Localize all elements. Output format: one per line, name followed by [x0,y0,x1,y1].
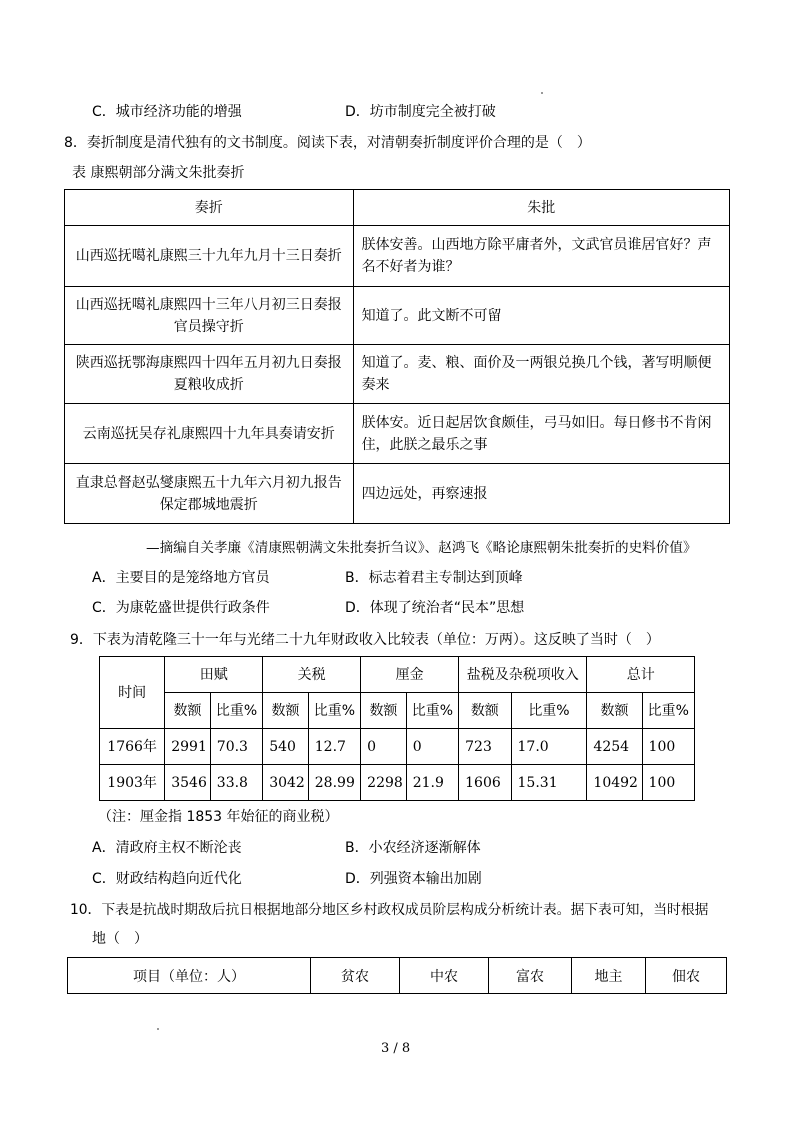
q9-group-header: 关税 [263,657,361,693]
q9-option-b: B．小农经济逐渐解体 [345,840,481,856]
q9-value-cell: 723 [459,729,511,765]
q9-value-cell: 1606 [459,765,511,801]
q10-header-item: 项目（单位：人） [68,958,311,994]
q10-header-middle-peasant: 中农 [400,958,489,994]
table-row [65,464,730,524]
q9-value-cell: 100 [642,765,694,801]
q8-memorial-cell: 直隶总督赵弘燮康熙五十九年六月初九报告保定郡城地震折 [65,464,354,524]
q9-value-cell: 540 [263,729,309,765]
q9-group-header: 总计 [587,657,695,693]
q8-table [64,189,730,524]
q9-group-header-row [100,657,695,693]
q9-value-cell: 100 [642,729,694,765]
q8-comment-cell: 四边远处，再察速报 [353,464,729,524]
q8-memorial-cell: 云南巡抚吴存礼康熙四十九年具奏请安折 [65,404,354,464]
scan-speck [541,92,543,94]
q9-group-header: 厘金 [361,657,459,693]
q9-subheader-ratio: 比重% [210,693,262,729]
q8-comment-cell: 知道了。麦、粮、面价及一两银兑换几个钱，著写明顺便奏来 [353,345,729,404]
q9-value-cell: 17.0 [511,729,587,765]
q8-header-comment: 朱批 [353,190,729,226]
q9-subheader-ratio: 比重% [511,693,587,729]
q8-header-row [65,190,730,226]
q8-header-memorial: 奏折 [65,190,354,226]
q9-value-cell: 4254 [587,729,642,765]
q8-option-a: A．主要目的是笼络地方官员 [92,570,270,586]
q9-value-cell: 21.9 [406,765,458,801]
q9-year-cell: 1766年 [100,729,165,765]
q10-header-row [68,958,727,994]
q9-group-header: 田赋 [165,657,263,693]
q8-table-caption: 表 康熙朝部分满文朱批奏折 [72,165,245,181]
q9-value-cell: 2298 [361,765,407,801]
q9-subheader-amount: 数额 [263,693,309,729]
q9-subheader-ratio: 比重% [406,693,458,729]
table-row [65,404,730,464]
table-row [65,345,730,404]
q10-stem-line2: 地（ ） [92,931,148,947]
q8-memorial-cell: 陕西巡抚鄂海康熙四十四年五月初九日奏报夏粮收成折 [65,345,354,404]
q9-value-cell: 10492 [587,765,642,801]
q10-header-poor-peasant: 贫农 [311,958,400,994]
q9-option-c: C．财政结构趋向近代化 [92,871,242,887]
q9-value-cell: 0 [406,729,458,765]
q10-stem-line1: 10．下表是抗战时期敌后抗日根据地部分地区乡村政权成员阶层构成分析统计表。据下表可知，当时根据 [70,902,709,918]
q9-value-cell: 2991 [165,729,211,765]
table-row [65,287,730,345]
q10-header-rich-peasant: 富农 [489,958,572,994]
q8-option-c: C．为康乾盛世提供行政条件 [92,600,270,616]
q8-memorial-cell: 山西巡抚噶礼康熙四十三年八月初三日奏报官员操守折 [65,287,354,345]
q8-source: —摘编自关孝廉《清康熙朝满文朱批奏折刍议》、赵鸿飞《略论康熙朝朱批奏折的史料价值》 [146,540,697,556]
q7-option-d: D．坊市制度完全被打破 [345,104,496,120]
q9-value-cell: 28.99 [308,765,360,801]
q10-header-tenant: 佃农 [646,958,727,994]
scan-speck [157,1028,159,1030]
q8-comment-cell: 朕体安。近日起居饮食颇佳，弓马如旧。每日修书不肯闲住，此朕之最乐之事 [353,404,729,464]
q10-header-landlord: 地主 [572,958,646,994]
q8-comment-cell: 知道了。此文断不可留 [353,287,729,345]
q9-option-d: D．列强资本输出加剧 [345,871,482,887]
q10-table [67,957,727,994]
table-row [100,765,695,801]
q7-option-c: C．城市经济功能的增强 [92,104,242,120]
q8-comment-cell: 朕体安善。山西地方除平庸者外，文武官员谁居官好？声名不好者为谁？ [353,226,729,287]
q9-option-a: A．清政府主权不断沦丧 [92,840,242,856]
q9-subheader-ratio: 比重% [642,693,694,729]
q9-table [99,656,695,801]
q9-subheader-ratio: 比重% [308,693,360,729]
q9-value-cell: 70.3 [210,729,262,765]
q8-option-b: B．标志着君主专制达到顶峰 [345,570,523,586]
q9-value-cell: 3042 [263,765,309,801]
q9-year-cell: 1903年 [100,765,165,801]
q9-header-time: 时间 [100,657,165,729]
table-row [65,226,730,287]
q8-memorial-cell: 山西巡抚噶礼康熙三十九年九月十三日奏折 [65,226,354,287]
q9-value-cell: 0 [361,729,407,765]
q8-option-d: D．体现了统治者“民本”思想 [345,600,525,616]
q9-value-cell: 12.7 [308,729,360,765]
q9-subheader-amount: 数额 [361,693,407,729]
q9-subheader-amount: 数额 [459,693,511,729]
table-row [100,729,695,765]
q9-value-cell: 15.31 [511,765,587,801]
page-number: 3 / 8 [381,1041,411,1056]
q9-stem: 9．下表为清乾隆三十一年与光绪二十九年财政收入比较表（单位：万两）。这反映了当时（ ） [70,632,660,648]
q9-group-header: 盐税及杂税项收入 [459,657,587,693]
q9-note: （注：厘金指 1853 年始征的商业税） [98,809,339,825]
q9-value-cell: 33.8 [210,765,262,801]
q9-value-cell: 3546 [165,765,211,801]
q8-stem: 8．奏折制度是清代独有的文书制度。阅读下表，对清朝奏折制度评价合理的是（ ） [64,135,591,151]
q9-subheader-row [100,693,695,729]
q9-subheader-amount: 数额 [165,693,211,729]
q9-subheader-amount: 数额 [587,693,642,729]
